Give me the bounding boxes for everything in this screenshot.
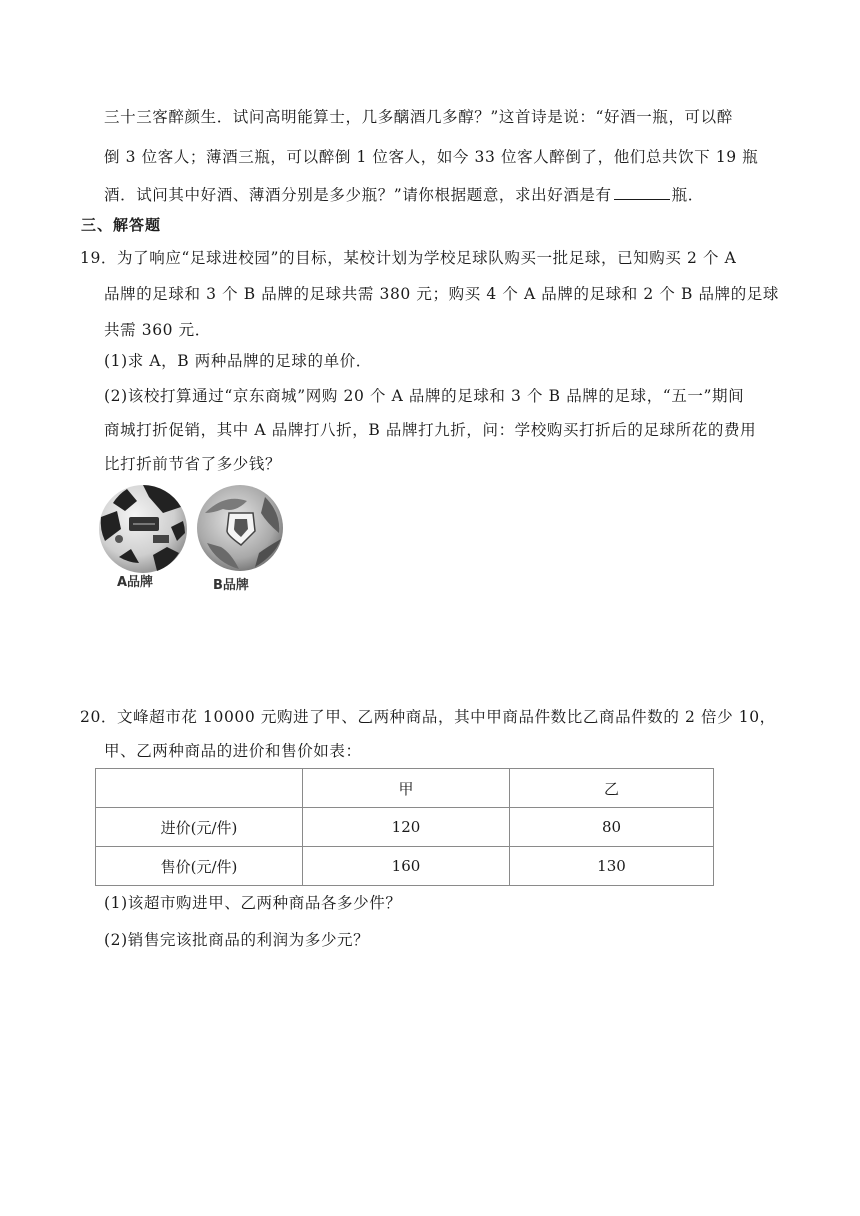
brand-b-label: B品牌	[213, 578, 249, 593]
table-header-cell: 乙	[510, 769, 714, 808]
poem-line-2: 倒 3 位客人；薄酒三瓶，可以醉倒 1 位客人，如今 33 位客人醉倒了，他们总共饮下 19 瓶	[104, 148, 759, 166]
table-cell: 160	[303, 847, 510, 886]
table-cell: 进价(元/件)	[96, 808, 303, 847]
poem-line-3	[104, 183, 704, 205]
soccer-ball-b-image	[195, 483, 285, 577]
brand-a-label: A品牌	[117, 575, 154, 590]
q19-line-1: 19．为了响应“足球进校园”的目标，某校计划为学校足球队购买一批足球，已知购买 2 个 A	[80, 249, 737, 267]
q19-part-1: (1)求 A，B 两种品牌的足球的单价．	[104, 352, 372, 370]
poem-line-1: 三十三客醉颜生．试问高明能算士，几多醨酒几多醇？”这首诗是说：“好酒一瓶，可以醉	[104, 108, 733, 126]
table-cell: 售价(元/件)	[96, 847, 303, 886]
table-header-row	[96, 769, 714, 808]
q19-line-2: 品牌的足球和 3 个 B 品牌的足球共需 380 元；购买 4 个 A 品牌的足球和 2 个 B 品牌的足球	[104, 285, 780, 303]
q20-part-2: (2)销售完该批商品的利润为多少元？	[104, 931, 370, 949]
q19-part-2-line-1: (2)该校打算通过“京东商城”网购 20 个 A 品牌的足球和 3 个 B 品牌的足球，“五一”期间	[104, 387, 745, 405]
table-header-cell: 甲	[303, 769, 510, 808]
q20-line-2: 甲、乙两种商品的进价和售价如表：	[104, 742, 362, 760]
table-cell: 130	[510, 847, 714, 886]
soccer-ball-a-image	[97, 483, 189, 579]
table-row	[96, 847, 714, 886]
poem-line-3-text: 酒．试问其中好酒、薄酒分别是多少瓶？”请你根据题意，求出好酒是有	[104, 186, 612, 204]
q20-part-1: (1)该超市购进甲、乙两种商品各多少件？	[104, 894, 402, 912]
section-heading: 三、解答题	[81, 216, 162, 234]
answer-blank	[614, 183, 670, 200]
price-table	[95, 768, 714, 886]
poem-line-3-end: 瓶．	[671, 186, 704, 204]
table-cell: 120	[303, 808, 510, 847]
q19-part-2-line-2: 商城打折促销，其中 A 品牌打八折，B 品牌打九折，问：学校购买打折后的足球所花的费用	[104, 421, 757, 439]
table-header-cell	[96, 769, 303, 808]
table-cell: 80	[510, 808, 714, 847]
q19-line-3: 共需 360 元．	[104, 321, 211, 339]
q20-line-1: 20．文峰超市花 10000 元购进了甲、乙两种商品，其中甲商品件数比乙商品件数的 2 倍少 10，	[80, 708, 776, 726]
q19-part-2-line-3: 比打折前节省了多少钱？	[104, 455, 282, 473]
table-row	[96, 808, 714, 847]
